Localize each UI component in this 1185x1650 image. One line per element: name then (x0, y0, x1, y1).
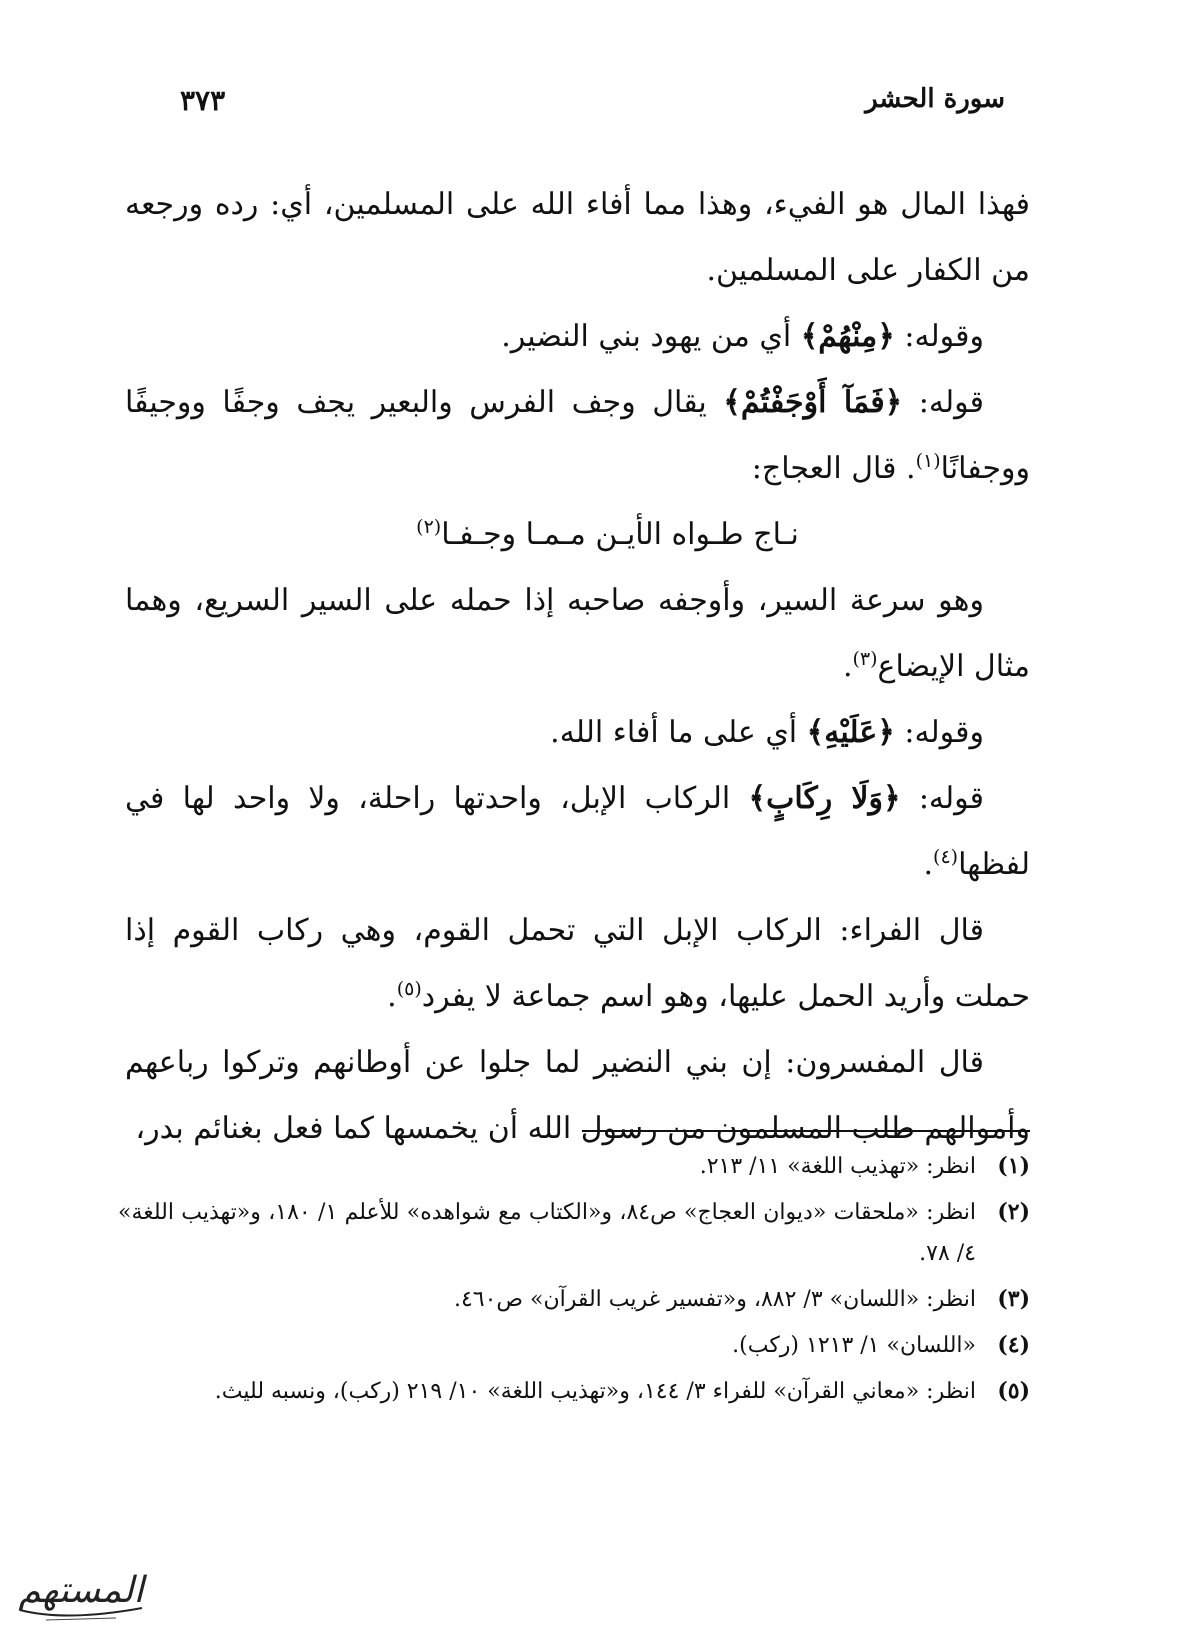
paragraph-6-post: الركاب الإبل، واحدتها راحلة، ولا واحد لها في لفظها (125, 781, 1030, 882)
paragraph-1: فهذا المال هو الفيء، وهذا مما أفاء الله على المسلمين، أي: رده ورجعه من الكفار على المسلمين. (125, 187, 1030, 288)
quran-quote-awjaftum: ﴿فَمَآ أَوْجَفْتُمْ﴾ (723, 385, 903, 420)
footnote-1 (118, 1146, 1030, 1187)
footnote-number: (٢) (997, 1199, 1030, 1225)
paragraph-4 (125, 568, 1030, 700)
footnote-text: انظر: «تهذيب اللغة» ١١/ ٢١٣. (699, 1154, 976, 1179)
footnote-3 (118, 1279, 1030, 1320)
footnote-ref-4[interactable]: (٤) (933, 846, 959, 868)
quran-quote-rikab: ﴿وَلَا رِكَابٍ﴾ (748, 781, 901, 816)
paragraph-5-pre: وقوله: (894, 715, 984, 750)
watermark-logo (6, 1556, 156, 1632)
footnote-number: (٤) (997, 1332, 1030, 1358)
verse-text: نـاج طـواه الأيـن مـمـا وجـفـا (441, 517, 799, 552)
paragraph-3-post2: . قال العجاج: (751, 451, 916, 486)
quran-quote-alayhi: ﴿عَلَيْهِ﴾ (806, 715, 895, 750)
main-text (125, 172, 1030, 1162)
paragraph-7-text: قال الفراء: الركاب الإبل التي تحمل القوم، وهي ركاب القوم إذا حملت وأريد الحمل عليها، وهو اسم جماعة لا يفرد (125, 913, 1030, 1014)
footnote-ref-1[interactable]: (١) (915, 450, 941, 472)
paragraph-7 (125, 898, 1030, 1030)
paragraph-3 (125, 370, 1030, 502)
paragraph-4-post: . (842, 649, 853, 684)
paragraph-6-post2: . (923, 847, 934, 882)
page-number: ٣٧٣ (180, 84, 226, 117)
poetry-verse (125, 502, 1030, 568)
footnote-text: «اللسان» ١/ ١٢١٣ (ركب). (732, 1333, 976, 1358)
footnote-text: انظر: «اللسان» ٣/ ٨٨٢، و«تفسير غريب القرآن» ص٤٦٠. (453, 1287, 976, 1312)
footnote-ref-2[interactable]: (٢) (416, 516, 442, 538)
paragraph-6-pre: قوله: (900, 781, 984, 816)
footnote-number: (٣) (997, 1286, 1030, 1312)
surah-title: سورة الحشر (865, 84, 1005, 114)
footnote-divider (582, 1130, 1030, 1132)
footnote-text: انظر: «ملحقات «ديوان العجاج» ص٨٤، و«الكتاب مع شواهده» للأعلم ١/ ١٨٠، و«تهذيب اللغة» ٤/ ٧٨. (118, 1200, 976, 1266)
footnote-5 (118, 1371, 1030, 1412)
footnote-2 (118, 1192, 1030, 1274)
footnote-ref-3[interactable]: (٣) (852, 648, 878, 670)
footnotes (118, 1146, 1030, 1417)
quran-quote-minhum: ﴿مِنْهُمْ﴾ (800, 319, 895, 354)
paragraph-8: قال المفسرون: إن بني النضير لما جلوا عن أوطانهم وتركوا رباعهم وأموالهم طلب المسلمون من رسول الله أن يخمسها كما فعل بغنائم بدر، (125, 1045, 1030, 1146)
paragraph-3-pre: قوله: (902, 385, 984, 420)
paragraph-7-post: . (387, 979, 397, 1014)
footnote-4 (118, 1325, 1030, 1366)
page-header (180, 84, 1005, 124)
paragraph-6 (125, 766, 1030, 898)
footnote-number: (٥) (997, 1378, 1030, 1404)
paragraph-5 (125, 700, 1030, 766)
footnote-ref-5[interactable]: (٥) (396, 978, 422, 1000)
paragraph-2-post: أي من يهود بني النضير. (501, 319, 801, 354)
paragraph-5-post: أي على ما أفاء الله. (550, 715, 807, 750)
paragraph-2 (125, 304, 1030, 370)
watermark-text: المستهم (18, 1570, 144, 1611)
footnote-text: انظر: «معاني القرآن» للفراء ٣/ ١٤٤، و«تهذيب اللغة» ١٠/ ٢١٩ (ركب)، ونسبه لليث. (214, 1379, 976, 1404)
paragraph-3-post: يقال وجف الفرس والبعير يجف وجفًا ووجيفًا ووجفانًا (125, 385, 1030, 486)
paragraph-2-pre: وقوله: (894, 319, 984, 354)
paragraph-4-text: وهو سرعة السير، وأوجفه صاحبه إذا حمله على السير السريع، وهما مثال الإيضاع (125, 583, 1030, 684)
footnote-number: (١) (997, 1153, 1030, 1179)
